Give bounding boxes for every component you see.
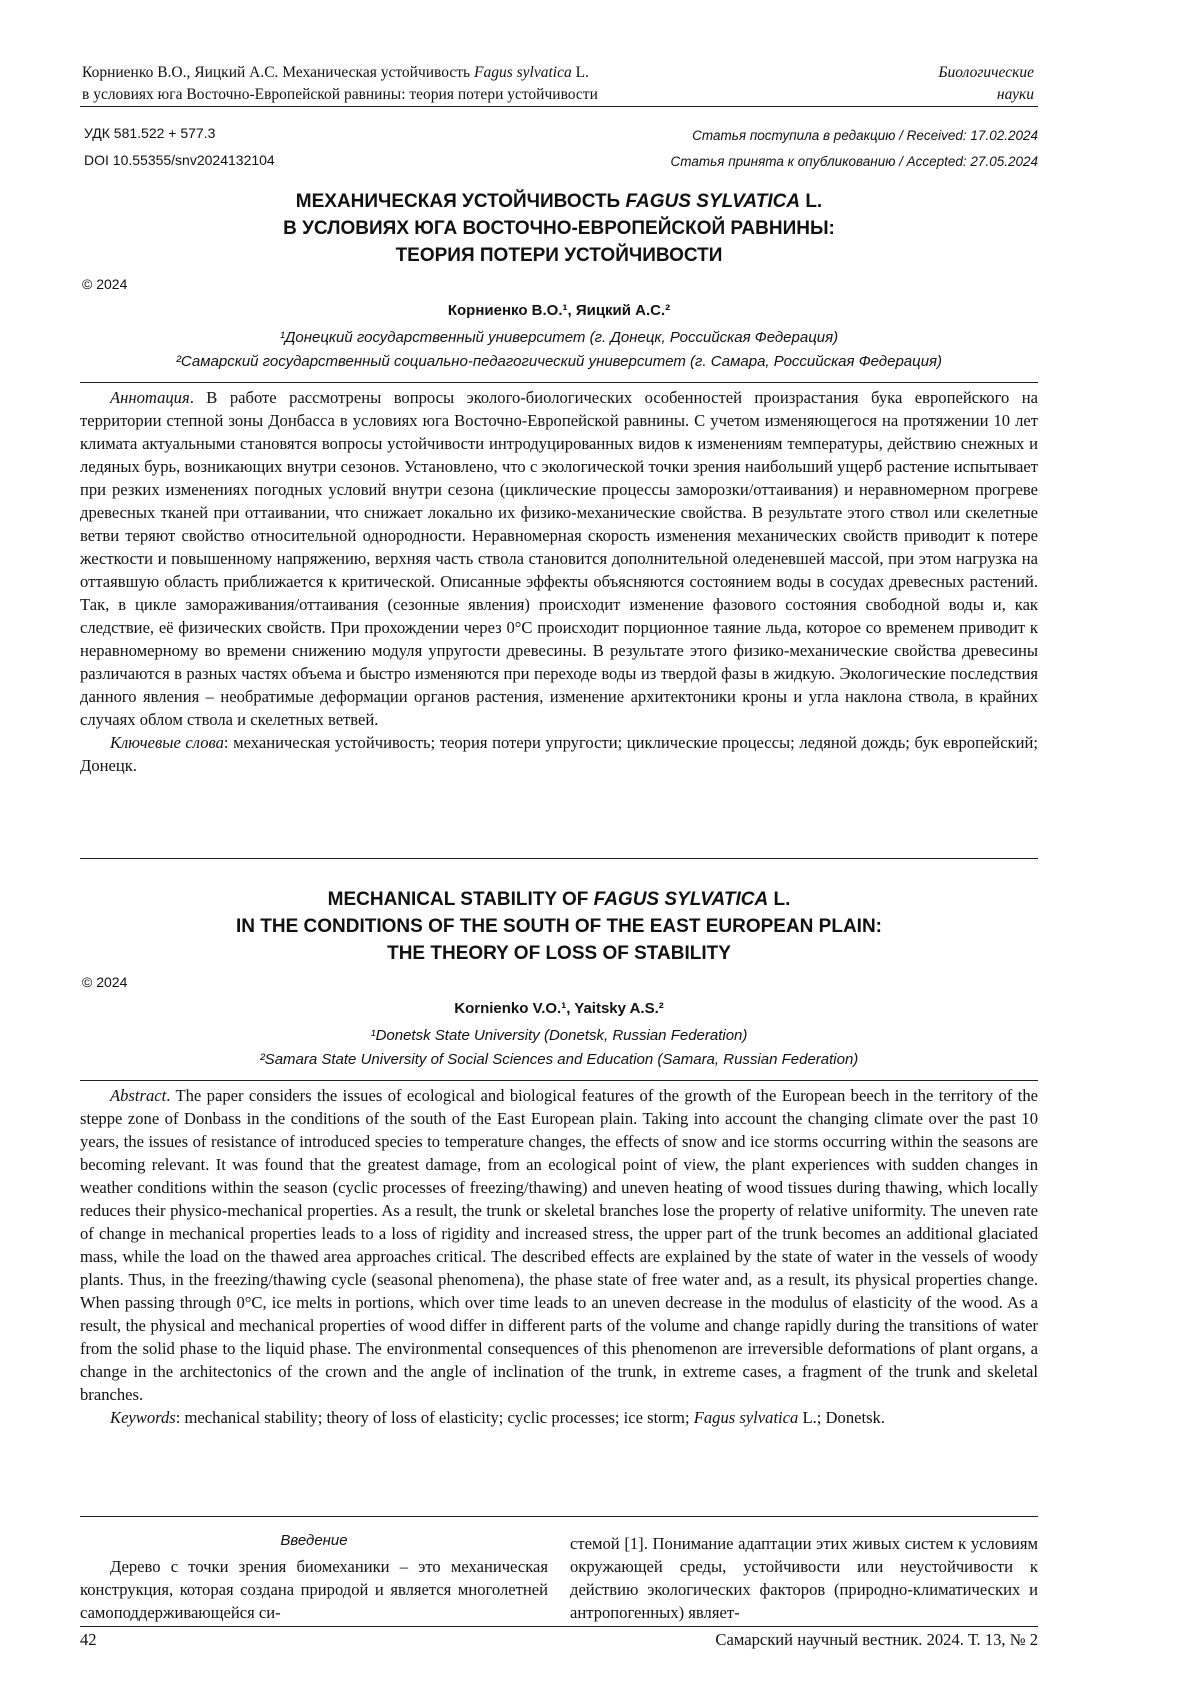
section-name-line1: Биологические	[834, 62, 1034, 84]
en-abstract-bottom-rule	[80, 1516, 1038, 1517]
en-abstract-top-rule	[80, 1080, 1038, 1081]
ru-abstract-paragraph	[80, 386, 1038, 731]
ru-keywords-text: : механическая устойчивость; теория потери упругости; циклические процессы; ледяной дождь; бук европейский; Донецк.	[80, 733, 1038, 775]
en-abstract	[80, 1084, 1038, 1429]
ru-title-line2: В УСЛОВИЯХ ЮГА ВОСТОЧНО-ЕВРОПЕЙСКОЙ РАВНИНЫ:	[80, 215, 1038, 242]
running-header-line1	[82, 62, 722, 84]
running-header-text: Корниенко В.О., Яицкий А.С. Механическая устойчивость	[82, 64, 474, 81]
accepted-date: Статья принята к опубликованию / Accepted: 27.05.2024	[671, 148, 1038, 175]
en-keywords-species: Fagus sylvatica	[694, 1408, 799, 1427]
ru-abstract-label: Аннотация	[110, 388, 190, 407]
en-keywords-text-post: L.; Donetsk.	[798, 1408, 885, 1427]
en-title-line1-post: L.	[768, 889, 790, 910]
en-abstract-paragraph	[80, 1084, 1038, 1406]
ru-affiliation-1: ¹Донецкий государственный университет (г. Донецк, Российская Федерация)	[80, 326, 1038, 350]
en-affiliation-1: ¹Donetsk State University (Donetsk, Russian Federation)	[80, 1024, 1038, 1048]
ru-keywords-label: Ключевые слова	[110, 733, 224, 752]
ru-title-line1: МЕХАНИЧЕСКАЯ УСТОЙЧИВОСТЬ	[296, 191, 626, 212]
en-copyright: © 2024	[82, 974, 127, 990]
en-title-line1: MECHANICAL STABILITY OF	[328, 889, 594, 910]
running-header-line2: в условиях юга Восточно-Европейской равнины: теория потери устойчивости	[82, 84, 722, 106]
running-header-left	[82, 62, 722, 106]
running-header-section	[834, 62, 1034, 106]
en-keywords	[80, 1406, 1038, 1429]
intro-heading: Введение	[80, 1532, 548, 1549]
en-title-species: FAGUS SYLVATICA	[594, 889, 769, 910]
ru-abstract-top-rule	[80, 382, 1038, 383]
running-header-text-post: L.	[572, 64, 589, 81]
en-affiliation-2: ²Samara State University of Social Sciences and Education (Samara, Russian Federation)	[80, 1048, 1038, 1072]
ru-title-line3: ТЕОРИЯ ПОТЕРИ УСТОЙЧИВОСТИ	[80, 242, 1038, 269]
ru-title-line1-post: L.	[800, 191, 822, 212]
intro-column-left: Дерево с точки зрения биомеханики – это механическая конструкция, которая создана природой и является многолетней самоподдерживающейся си-	[80, 1555, 548, 1624]
page-number: 42	[80, 1630, 97, 1650]
ru-title-species: FAGUS SYLVATICA	[626, 191, 801, 212]
udc-code: УДК 581.522 + 577.3	[84, 120, 215, 147]
section-name-line2: науки	[834, 84, 1034, 106]
ru-title	[80, 188, 1038, 269]
doi: DOI 10.55355/snv2024132104	[84, 147, 275, 174]
ru-abstract	[80, 386, 1038, 777]
ru-affiliation-2: ²Самарский государственный социально-педагогический университет (г. Самара, Российская Федерация)	[80, 350, 1038, 374]
en-title-line3: THE THEORY OF LOSS OF STABILITY	[80, 940, 1038, 967]
ru-abstract-text: . В работе рассмотрены вопросы эколого-биологических особенностей произрастания бука европейского на территории степной зоны Донбасса в условиях юга Восточно-Европейской равнины. С учетом изменяющегося на протяжении 10 лет климата актуальными становятся вопросы устойчивости интродуцированных видов к изменениям температуры, действию снежных и ледяных бурь, возникающих внутри сезонов. Установлено, что с экологической точки зрения наибольший ущерб растение испытывает при резких изменениях погодных условий внутри сезона (циклические процессы заморозки/оттаивания) и неравномерном прогреве древесных тканей при оттаивании, что снижает локально их физико-механические свойства. В результате этого ствол или скелетные ветви теряют свойство относительной однородности. Неравномерная скорость изменения механических свойств приводит к потере жесткости и повышенному напряжению, верхняя часть ствола становится дополнительной оледеневшей массой, при этом нагрузка на оттаявшую область приближается к критической. Описанные эффекты объясняются состоянием воды в сосудах древесных растений. Так, в цикле замораживания/оттаивания (сезонные явления) происходит изменение фазового состояния свободной воды и, как следствие, её физических свойств. При прохождении через 0°С происходит порционное таяние льда, которое со временем приводит к неравномерному во времени снижению модуля упругости древесины. В результате этого физико-механические свойства древесины различаются в разных частях объема и быстро изменяются при переходе воды из твердой фазы в жидкую. Экологические последствия данного явления – необратимые деформации органов растения, изменение архитектоники кроны и угла наклона ствола, в крайних случаях облом ствола и скелетных ветвей.	[80, 388, 1038, 729]
en-title-line2: IN THE CONDITIONS OF THE SOUTH OF THE EAST EUROPEAN PLAIN:	[80, 913, 1038, 940]
en-keywords-text: : mechanical stability; theory of loss of elasticity; cyclic processes; ice storm;	[176, 1408, 694, 1427]
running-header-species: Fagus sylvatica	[474, 64, 572, 81]
header-rule	[80, 106, 1038, 107]
intro-column-right: стемой [1]. Понимание адаптации этих живых систем к условиям окружающей среды, устойчивости или неустойчивости к действию экологических факторов (природно-климатических и антропогенных) являет-	[570, 1532, 1038, 1624]
ru-authors: Корниенко В.О.¹, Яицкий А.С.²	[80, 302, 1038, 319]
journal-citation: Самарский научный вестник. 2024. Т. 13, № 2	[715, 1630, 1038, 1650]
en-title	[80, 886, 1038, 967]
en-abstract-label: Abstract	[110, 1086, 166, 1105]
footer-rule	[80, 1626, 1038, 1627]
en-abstract-text: . The paper considers the issues of ecological and biological features of the growth of the European beech in the territory of the steppe zone of Donbass in the conditions of the south of the East European plain. Taking into account the changing climate over the past 10 years, the issues of resistance of introduced species to temperature changes, the effects of snow and ice storms occurring within the seasons are becoming relevant. It was found that the greatest damage, from an ecological point of view, the plant experiences with sudden changes in weather conditions within the season (cyclic processes of freezing/thawing) and uneven heating of wood tissues during thawing, which locally reduces their physico-mechanical properties. As a result, the trunk or skeletal branches lose the property of relative uniformity. The uneven rate of change in mechanical properties leads to a loss of rigidity and increased stress, the upper part of the trunk becomes an additional glaciated mass, while the load on the thawed area approaches critical. The described effects are explained by the state of water in the vessels of woody plants. Thus, in the freezing/thawing cycle (seasonal phenomena), the phase state of free water and, as a result, its physical properties change. When passing through 0°C, ice melts in portions, which over time leads to an uneven decrease in the modulus of elasticity of the wood. As a result, the physical and mechanical properties of wood differ in different parts of the volume and change rapidly during the transitions of water from the solid phase to the liquid phase. The environmental consequences of this phenomenon are irreversible deformations of plant organs, a change in the architectonics of the crown and the angle of inclination of the trunk, in extreme cases, a fragment of the trunk and skeletal branches.	[80, 1086, 1038, 1404]
ru-keywords	[80, 731, 1038, 777]
ru-abstract-bottom-rule	[80, 858, 1038, 859]
en-keywords-label: Keywords	[110, 1408, 176, 1427]
ru-copyright: © 2024	[82, 276, 127, 292]
en-authors: Kornienko V.O.¹, Yaitsky A.S.²	[80, 1000, 1038, 1017]
received-date: Статья поступила в редакцию / Received: 17.02.2024	[692, 122, 1038, 149]
